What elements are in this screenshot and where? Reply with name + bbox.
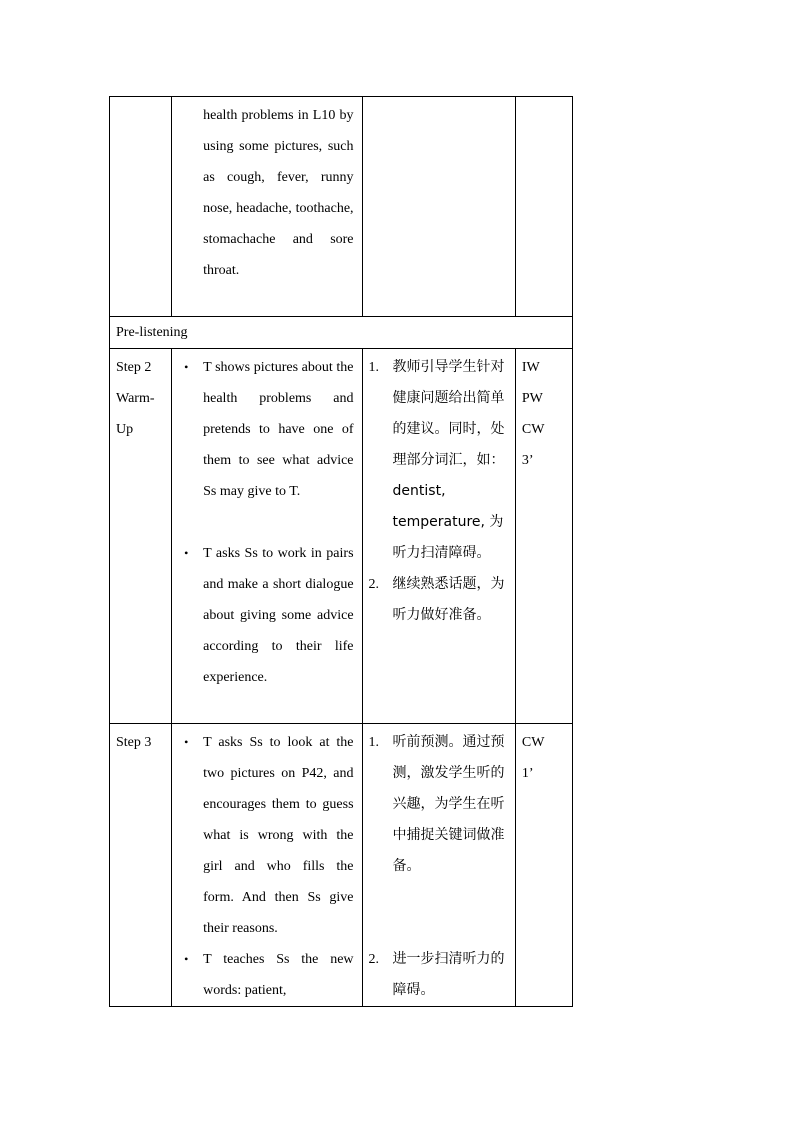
activity-cell bbox=[172, 724, 362, 1007]
lesson-plan-table bbox=[109, 96, 573, 1007]
step-cell bbox=[110, 724, 172, 1007]
activity-item: • T asks Ss to look at the two pictures on P42, and encourages them to guess what is wrong with the girl and who fills the form. And then Ss give their reasons. bbox=[184, 727, 353, 944]
section-title: Pre-listening bbox=[110, 317, 573, 349]
activity-cell bbox=[172, 349, 362, 724]
step-label: Up bbox=[116, 422, 134, 437]
organization-cell bbox=[515, 724, 572, 1007]
activity-item: • T asks Ss to work in pairs and make a short dialogue about giving some advice according to their life experience. bbox=[184, 538, 353, 693]
table-row bbox=[110, 349, 573, 724]
purpose-cell bbox=[362, 97, 515, 317]
time-label: 3’ bbox=[521, 453, 534, 468]
table-row bbox=[110, 724, 573, 1007]
purpose-cell bbox=[362, 724, 515, 1007]
table-row bbox=[110, 97, 573, 317]
time-label: 1’ bbox=[521, 766, 534, 781]
purpose-item: 1. 听前预测。通过预测，激发学生听的兴趣，为学生在听中捕捉关键词做准备。 bbox=[368, 734, 505, 874]
section-row bbox=[110, 317, 573, 349]
org-label: PW bbox=[521, 391, 543, 406]
step-label: Step 2 bbox=[116, 360, 152, 375]
purpose-item: 2. 继续熟悉话题，为听力做好准备。 bbox=[368, 576, 505, 623]
purpose-item: 1. 教师引导学生针对健康问题给出简单的建议。同时，处理部分词汇，如：dentist, temperature, 为听力扫清障碍。 bbox=[368, 359, 505, 561]
activity-cell bbox=[172, 97, 362, 317]
activity-text: health problems in L10 by using some pictures, such as cough, fever, runny nose, headache, toothache, stomachache and sore throat. bbox=[203, 108, 354, 278]
organization-cell bbox=[515, 349, 572, 724]
purpose-item: 2. 进一步扫清听力的障碍。 bbox=[368, 951, 505, 998]
purpose-cell bbox=[362, 349, 515, 724]
activity-item: • T teaches Ss the new words: patient, bbox=[184, 944, 353, 1006]
org-label: CW bbox=[521, 422, 545, 437]
org-label: IW bbox=[521, 360, 540, 375]
activity-item: • T shows pictures about the health problems and pretends to have one of them to see what advice Ss may give to T. bbox=[184, 352, 353, 507]
step-cell bbox=[110, 97, 172, 317]
step-label: Step 3 bbox=[116, 735, 152, 750]
org-label: CW bbox=[521, 735, 545, 750]
organization-cell bbox=[515, 97, 572, 317]
step-label: Warm- bbox=[116, 391, 155, 406]
step-cell bbox=[110, 349, 172, 724]
